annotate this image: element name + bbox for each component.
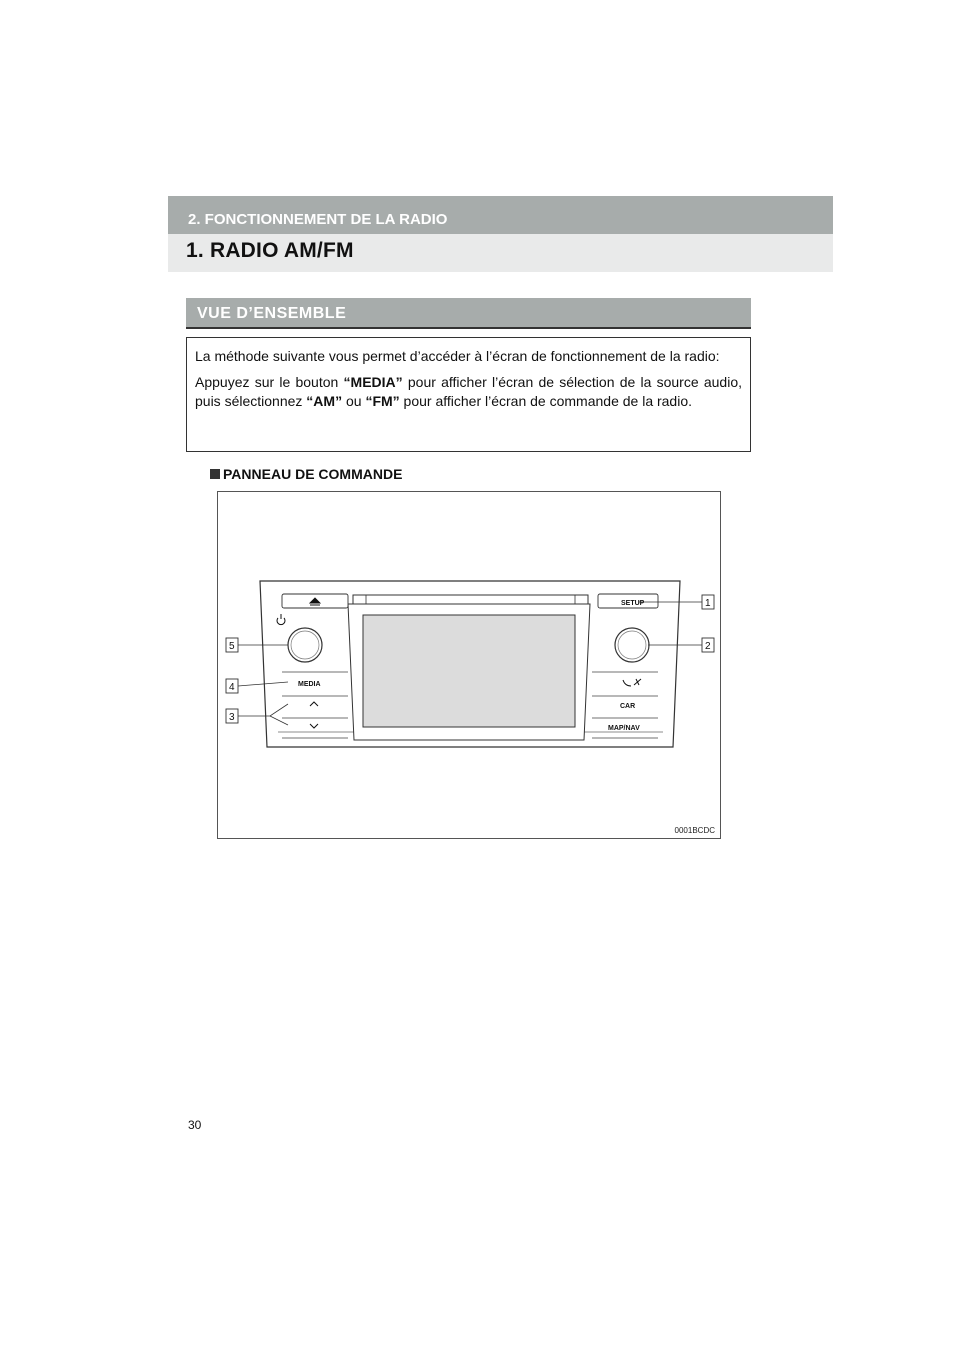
section-title: VUE D’ENSEMBLE	[186, 298, 751, 329]
chapter-header	[168, 196, 833, 272]
callout-5	[226, 638, 238, 652]
callout-2	[702, 638, 714, 652]
svg-text:MAP/NAV: MAP/NAV	[608, 725, 640, 732]
page-number: 30	[188, 1118, 202, 1132]
tune-scroll-knob	[615, 628, 649, 662]
panel-heading: PANNEAU DE COMMANDE	[210, 466, 402, 482]
svg-text:4: 4	[229, 682, 235, 693]
figure-code: 0001BCDC	[674, 826, 715, 835]
svg-text:3: 3	[229, 712, 235, 723]
bullet-square-icon	[210, 469, 220, 479]
callout-3	[226, 709, 238, 723]
chapter-title: 2. FONCTIONNEMENT DE LA RADIO	[168, 196, 833, 234]
svg-text:SETUP: SETUP	[621, 600, 645, 607]
callout-4	[226, 679, 238, 693]
intro-para-2: Appuyez sur le bouton “MEDIA” pour afficher l’écran de sélection de la source audio, puis sélectionnez “AM” ou “FM” pour afficher l’écran de commande de la radio.	[195, 374, 742, 409]
svg-text:CAR: CAR	[620, 703, 636, 710]
display-screen	[363, 615, 575, 727]
callout-1	[702, 595, 714, 609]
power-volume-knob	[288, 628, 322, 662]
page-title: 1. RADIO AM/FM	[168, 234, 833, 272]
svg-text:5: 5	[229, 641, 235, 652]
svg-text:MEDIA: MEDIA	[298, 681, 321, 688]
intro-para-1: La méthode suivante vous permet d’accéder à l’écran de fonctionnement de la radio:	[195, 348, 720, 364]
svg-text:1: 1	[705, 598, 711, 609]
control-panel-figure	[217, 491, 721, 839]
svg-text:2: 2	[705, 641, 711, 652]
intro-box	[186, 337, 751, 452]
